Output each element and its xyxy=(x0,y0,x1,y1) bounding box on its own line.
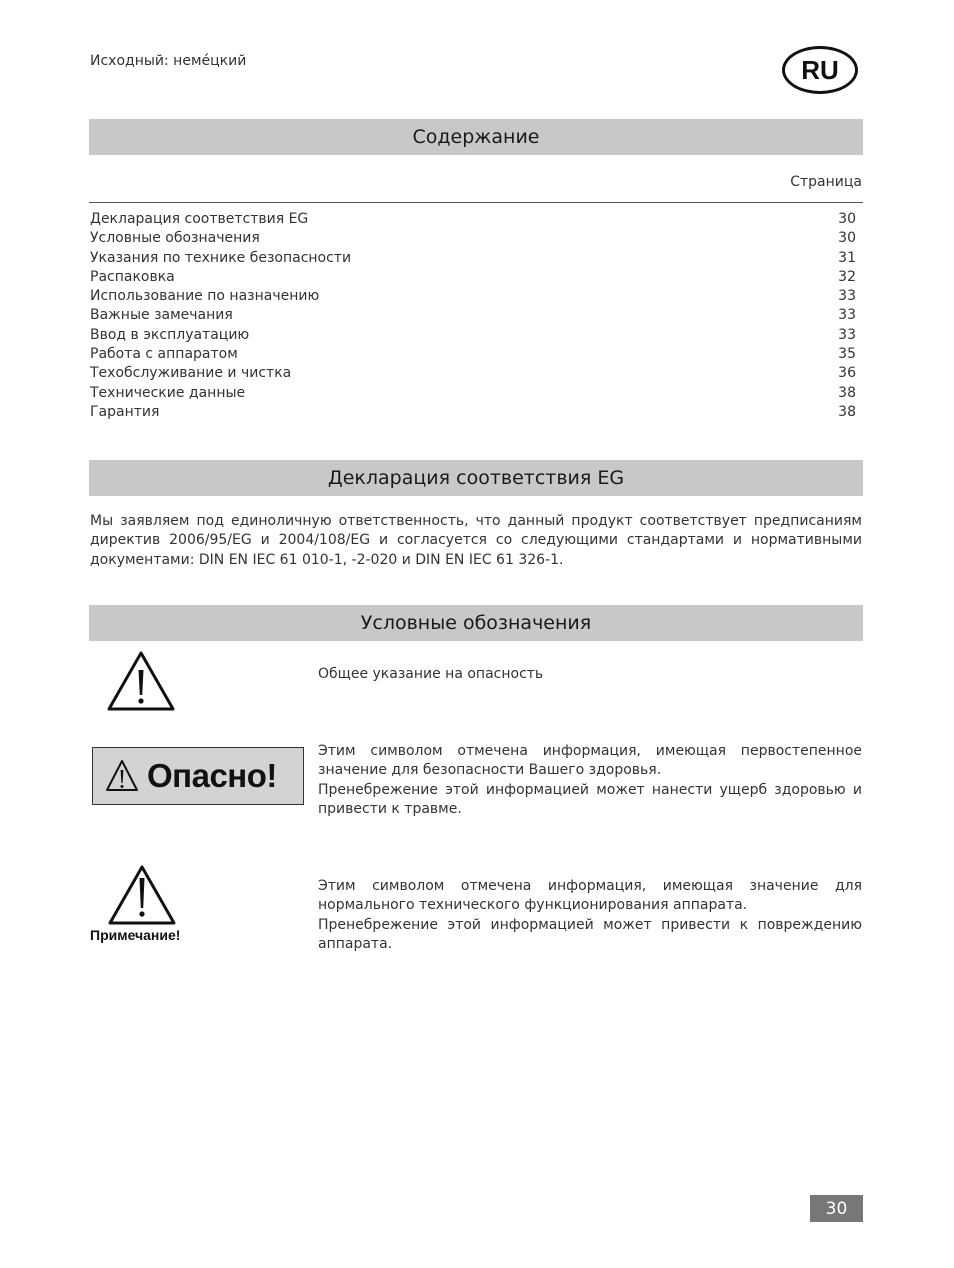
toc-entry-label: Использование по назначению xyxy=(90,288,320,305)
contents-heading: Содержание xyxy=(89,119,863,155)
note-text-2: Пренебрежение этой информацией может привести к повреждению аппарата. xyxy=(318,916,862,952)
origin-language-note: Исходный: немéцкий xyxy=(90,53,247,69)
note-description xyxy=(318,877,862,954)
page-column-label: Страница xyxy=(790,174,862,190)
toc-entry[interactable] xyxy=(90,326,856,345)
warning-triangle-icon xyxy=(107,864,177,926)
toc-entry-page: 33 xyxy=(838,307,856,324)
toc-entry-page: 32 xyxy=(838,268,856,285)
toc-entry[interactable] xyxy=(90,384,856,403)
toc-entry-label: Указания по технике безопасности xyxy=(90,249,352,266)
toc-entry[interactable] xyxy=(90,345,856,364)
toc-entry-label: Техобслуживание и чистка xyxy=(90,365,292,382)
toc-entry-label: Гарантия xyxy=(90,403,160,420)
toc-entry-label: Технические данные xyxy=(90,384,246,401)
language-badge: RU xyxy=(782,46,858,94)
warning-triangle-icon xyxy=(105,759,139,793)
toc-entry-page: 35 xyxy=(838,346,856,363)
toc-entry[interactable] xyxy=(90,249,856,268)
page-number: 30 xyxy=(810,1195,863,1222)
symbols-heading: Условные обозначения xyxy=(89,605,863,641)
warning-triangle-icon xyxy=(106,650,176,712)
toc-entry-page: 36 xyxy=(838,365,856,382)
toc-entry-page: 38 xyxy=(838,384,856,401)
toc-entry-label: Важные замечания xyxy=(90,307,233,324)
table-of-contents xyxy=(90,210,856,422)
toc-entry-page: 33 xyxy=(838,326,856,343)
toc-entry-page: 30 xyxy=(838,211,856,227)
danger-label-box xyxy=(92,747,304,805)
declaration-text: Мы заявляем под единоличную ответственность, что данный продукт соответствует предписаниям директив 2006/95/EG и 2004/108/EG и согласуется со следующими стандартами и нормативными документами: DIN EN IEC 61 010-1, -2-020 и DIN EN IEC 61 326-1. xyxy=(90,513,862,568)
danger-description xyxy=(318,742,862,819)
toc-entry[interactable] xyxy=(90,210,856,229)
danger-text-1: Этим символом отмечена информация, имеющая первостепенное значение для безопасности Вашего здоровья. xyxy=(318,743,862,779)
toc-entry-label: Распаковка xyxy=(90,268,175,285)
declaration-heading: Декларация соответствия EG xyxy=(89,460,863,496)
note-label: Примечание! xyxy=(90,927,181,943)
toc-entry[interactable] xyxy=(90,287,856,306)
toc-entry-label: Декларация соответствия EG xyxy=(90,211,309,227)
toc-entry-page: 33 xyxy=(838,288,856,305)
toc-entry-page: 31 xyxy=(838,249,856,266)
toc-entry[interactable] xyxy=(90,306,856,325)
toc-entry[interactable] xyxy=(90,268,856,287)
note-text-1: Этим символом отмечена информация, имеющая значение для нормального технического функционирования аппарата. xyxy=(318,878,862,914)
toc-entry[interactable] xyxy=(90,364,856,383)
toc-entry-label: Ввод в эксплуатацию xyxy=(90,326,250,343)
danger-label: Опасно! xyxy=(147,757,277,794)
toc-entry-page: 38 xyxy=(838,403,856,420)
toc-entry-page: 30 xyxy=(838,230,856,247)
toc-entry[interactable] xyxy=(90,403,856,422)
toc-entry[interactable] xyxy=(90,229,856,248)
danger-text-2: Пренебрежение этой информацией может нанести ущерб здоровью и привести к травме. xyxy=(318,781,862,817)
toc-entry-label: Работа с аппаратом xyxy=(90,346,238,363)
toc-entry-label: Условные обозначения xyxy=(90,230,260,247)
toc-divider xyxy=(89,202,863,203)
general-hazard-text: Общее указание на опасность xyxy=(318,666,544,682)
